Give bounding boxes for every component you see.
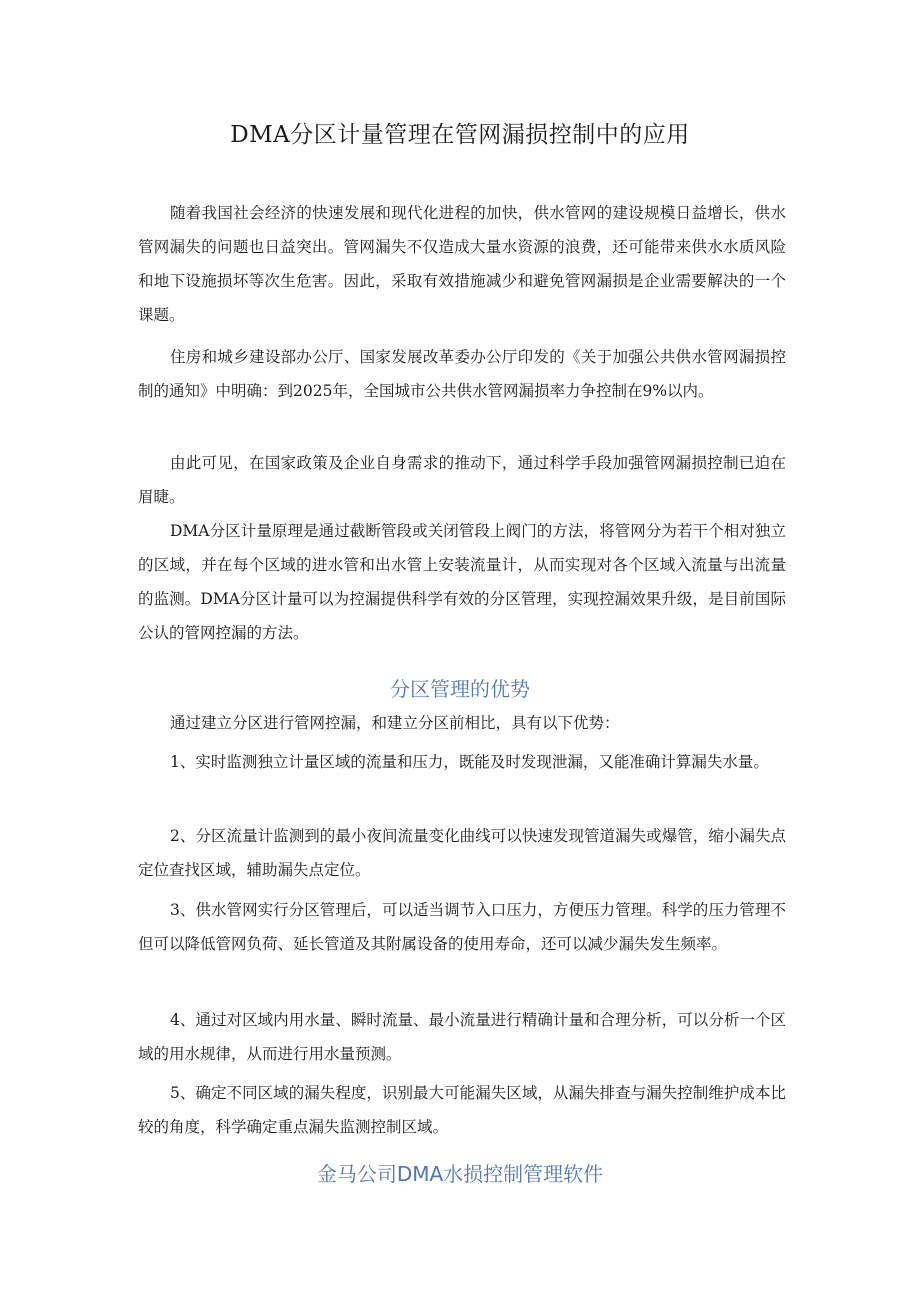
paragraph-policy: 住房和城乡建设部办公厅、国家发展改革委办公厅印发的《关于加强公共供水管网漏损控制的通知》中明确：到2025年，全国城市公共供水管网漏损率力争控制在9%以内。	[138, 348, 786, 400]
section-heading-advantages: 分区管理的优势	[390, 677, 530, 701]
list-item: 1、实时监测独立计量区域的流量和压力，既能及时发现泄漏，又能准确计算漏失水量。	[170, 753, 769, 771]
paragraph-advantages-intro: 通过建立分区进行管网控漏，和建立分区前相比，具有以下优势：	[170, 714, 620, 732]
document-title: DMA分区计量管理在管网漏损控制中的应用	[230, 122, 690, 148]
paragraph-dma-principle: DMA分区计量原理是通过截断管段或关闭管段上阀门的方法，将管网分为若干个相对独立的区域，并在每个区域的进水管和出水管上安装流量计，从而实现对各个区域入流量与出流量的监测。DMA分区计量可以为控漏提供科学有效的分区管理，实现控漏效果升级，是目前国际公认的管网控漏的方法。	[138, 522, 786, 642]
list-item: 4、通过对区域内用水量、瞬时流量、最小流量进行精确计量和合理分析，可以分析一个区域的用水规律，从而进行用水量预测。	[138, 1011, 786, 1063]
list-item: 2、分区流量计监测到的最小夜间流量变化曲线可以快速发现管道漏失或爆管，缩小漏失点定位查找区域，辅助漏失点定位。	[138, 827, 786, 879]
paragraph-urgency: 由此可见，在国家政策及企业自身需求的推动下，通过科学手段加强管网漏损控制已迫在眉睫。	[138, 454, 786, 506]
section-heading-software: 金马公司DMA水损控制管理软件	[316, 1162, 604, 1186]
paragraph-background: 随着我国社会经济的快速发展和现代化进程的加快，供水管网的建设规模日益增长，供水管网漏失的问题也日益突出。管网漏失不仅造成大量水资源的浪费，还可能带来供水水质风险和地下设施损坏等次生危害。因此，采取有效措施减少和避免管网漏损是企业需要解决的一个课题。	[138, 204, 786, 324]
list-item: 3、供水管网实行分区管理后，可以适当调节入口压力，方便压力管理。科学的压力管理不但可以降低管网负荷、延长管道及其附属设备的使用寿命，还可以减少漏失发生频率。	[138, 901, 786, 953]
list-item: 5、确定不同区域的漏失程度，识别最大可能漏失区域，从漏失排查与漏失控制维护成本比较的角度，科学确定重点漏失监测控制区域。	[138, 1084, 786, 1136]
